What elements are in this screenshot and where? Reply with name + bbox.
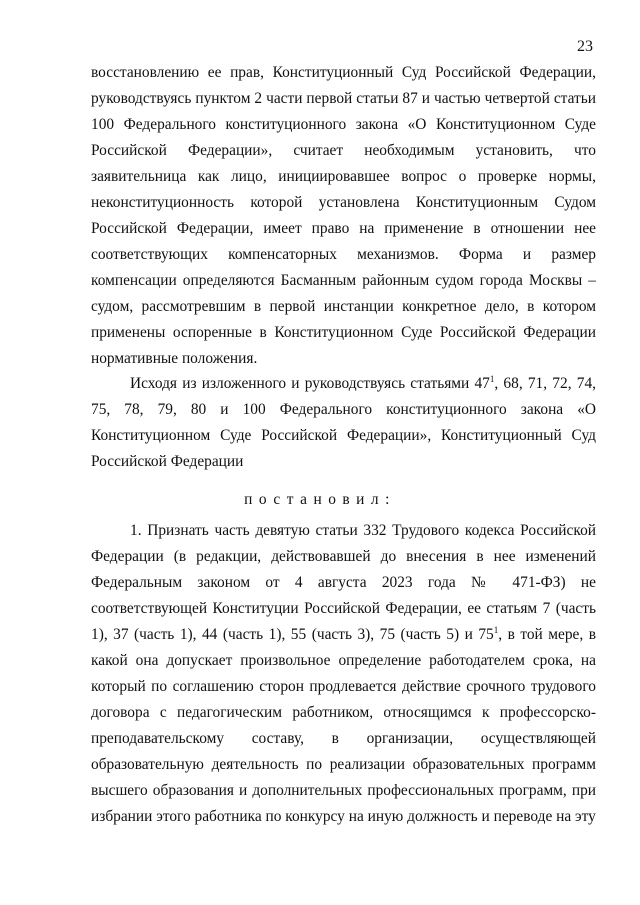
superscript: 1 [493, 625, 499, 635]
text-segment: Исходя из изложенного и руководствуясь статьями 47 [130, 375, 490, 392]
text-segment: 1. Признать часть девятую статьи 332 Трудового кодекса Российской Федерации (в редакции, действовавшей до внесения в нее изменений Федеральным законом от 4 августа 2023 года № 471-ФЗ) не соответствующей Конституции Российской Федерации, ее статьям 7 (часть 1), 37 (часть 1), 44 (часть 1), 55 (часть 3), 75 (часть 5) и 75 [91, 522, 596, 643]
paragraph-text [91, 518, 596, 830]
paragraph-compensation [91, 60, 596, 372]
paragraph-legal-basis [91, 371, 596, 475]
paragraph-text: восстановлению ее прав, Конституционный Суд Российской Федерации, руководствуясь пунктом 2 части первой статьи 87 и частью четвертой статьи 100 Федерального конституционного закона «О Конституционном Суде Российской Федерации», считает необходимым установить, что заявительница как лицо, инициировавшее вопрос о проверке нормы, неконституционность которой установлена Конституционным Судом Российской Федерации, имеет право на применение в отношении нее соответствующих компенсаторных механизмов. Форма и размер компенсации определяются Басманным районным судом города Москвы – судом, рассмотревшим в первой инстанции конкретное дело, в котором применены оспоренные в Конституционном Суде Российской Федерации нормативные положения. [91, 64, 596, 367]
text-segment: , 68, 71, 72, 74, 75, 78, 79, 80 и 100 Федерального конституционного закона «О Конституционном Суде Российской Федерации», Конституционный Суд Российской Федерации [91, 375, 596, 470]
superscript: 1 [489, 374, 495, 384]
text-segment: , в той мере, в какой она допускает произвольное определение работодателем срока, на который по соглашению сторон продлевается действие срочного трудового договора с педагогическим работником, относящимся к профессорско-преподавательскому составу, в организации, осуществляющей образовательную деятельность по реализации образовательных программ высшего образования и дополнительных профессиональных программ, при избрании этого работника по конкурсу на иную должность и переводе на эту [91, 626, 597, 825]
resolution-heading: постановил: [244, 491, 396, 508]
paragraph-text [91, 371, 596, 475]
paragraph-ruling-item-1 [91, 518, 596, 830]
page-number: 23 [577, 38, 593, 55]
